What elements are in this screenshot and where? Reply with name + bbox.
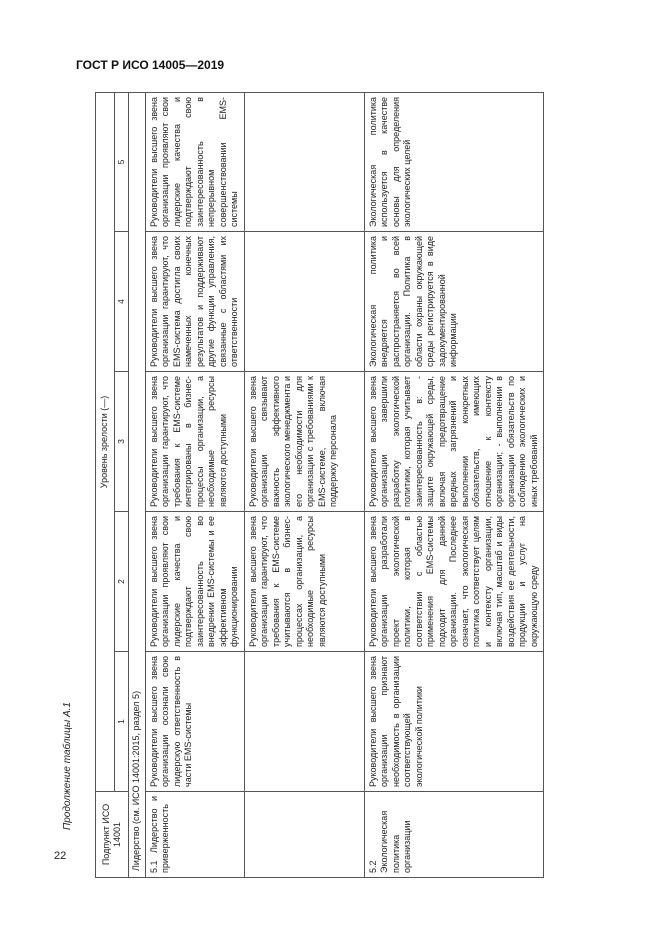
header-maturity-level: Уровень зрелости (—) — [96, 92, 115, 791]
level-number: 4 — [114, 232, 129, 372]
level-cell: Руководители высшего звена организации разработали проект экологической политики, которая в соответствии с областью применения EMS-системы подходит для данной организации. Последнее означает, что экологическая политика соответствует целям и контексту организации, включая тип, масштаб и виды воздействия ее деятельности, продукции и услуг на окружающую среду — [364, 512, 544, 652]
level-cell — [244, 652, 364, 792]
level-number: 3 — [114, 372, 129, 512]
page-number: 22 — [54, 850, 67, 862]
level-cell: Руководители высшего звена организации осознали свою лидерскую ответственность в части EMS-системы — [145, 652, 244, 792]
table-header-row — [96, 92, 115, 877]
level-cell: Руководители высшего звена организации гарантируют, что EMS-система достигла своих намеченных конечных результатов и поддерживают другие функции управления, связанные с областями их ответственности — [145, 232, 244, 372]
level-cell: Руководители высшего звена организации связывают важность эффективного экологического менеджмента и его необходимости для организации с требованиями к EMS-системе, включая поддержку персонала — [244, 372, 364, 512]
section-row — [129, 92, 146, 877]
table-continuation-caption: Продолжение таблицы А.1 — [62, 702, 73, 830]
level-cell: Руководители высшего звена организации проявляют свои лидерские качества и подтверждают свою заинтересованность в непрерывном совершенствовании EMS-системы — [145, 92, 244, 231]
level-cell: Экологическая политика используется в качестве основы для определения экологических целей — [364, 92, 544, 231]
clause-cell — [244, 792, 364, 878]
level-cell — [244, 232, 364, 372]
section-title: Лидерство (см. ИСО 14001:2015, раздел 5) — [129, 92, 146, 877]
maturity-table — [95, 93, 622, 878]
level-cell: Руководители высшего звена организации гарантируют, что требования к EMS-системе интегрированы в бизнес-процессы организации, а необходимые ресурсы являются доступными — [145, 372, 244, 512]
clause-cell: 5.2 Экологическая политика организации — [364, 792, 544, 878]
level-number-row — [114, 92, 129, 877]
document-header: ГОСТ Р ИСО 14005—2019 — [76, 58, 225, 72]
table-row — [364, 92, 544, 877]
level-cell — [244, 92, 364, 231]
header-iso-clause: Подпункт ИСО 14001 — [96, 792, 129, 878]
level-cell: Руководители высшего звена организации проявляют свои лидерские качества и подтверждают свою заинтересованность во внедрении EMS-системы и ее эффективном функционировании — [145, 512, 244, 652]
level-cell: Руководители высшего звена организации гарантируют, что требования к EMS-системе учитываются в бизнес-процессах организации, а необходимые ресурсы являются доступными — [244, 512, 364, 652]
table-row — [145, 92, 244, 877]
level-number: 2 — [114, 512, 129, 652]
level-number: 1 — [114, 652, 129, 792]
table-row — [244, 92, 364, 877]
clause-cell: 5.1 Лидерство и приверженность — [145, 792, 244, 878]
level-cell: Экологическая политика внедряется и распространяется во всей организации. Политика в области охраны окружающей среды регистрируется в виде задокументированной информации — [364, 232, 544, 372]
level-number: 5 — [114, 92, 129, 231]
level-cell: Руководители высшего звена организации завершили разработку экологической политики, которая учитывает заинтересованность в: - защите окружающей среды, включая предотвращение вредных загрязнений и выполнении конкретных обязательств, имеющих отношение к контексту организации; - выполнении в организации обязательств по соблюдению экологических и иных требований — [364, 372, 544, 512]
level-cell: Руководители высшего звена организации признают необходимость в организации соответствующей экологической политики — [364, 652, 544, 792]
